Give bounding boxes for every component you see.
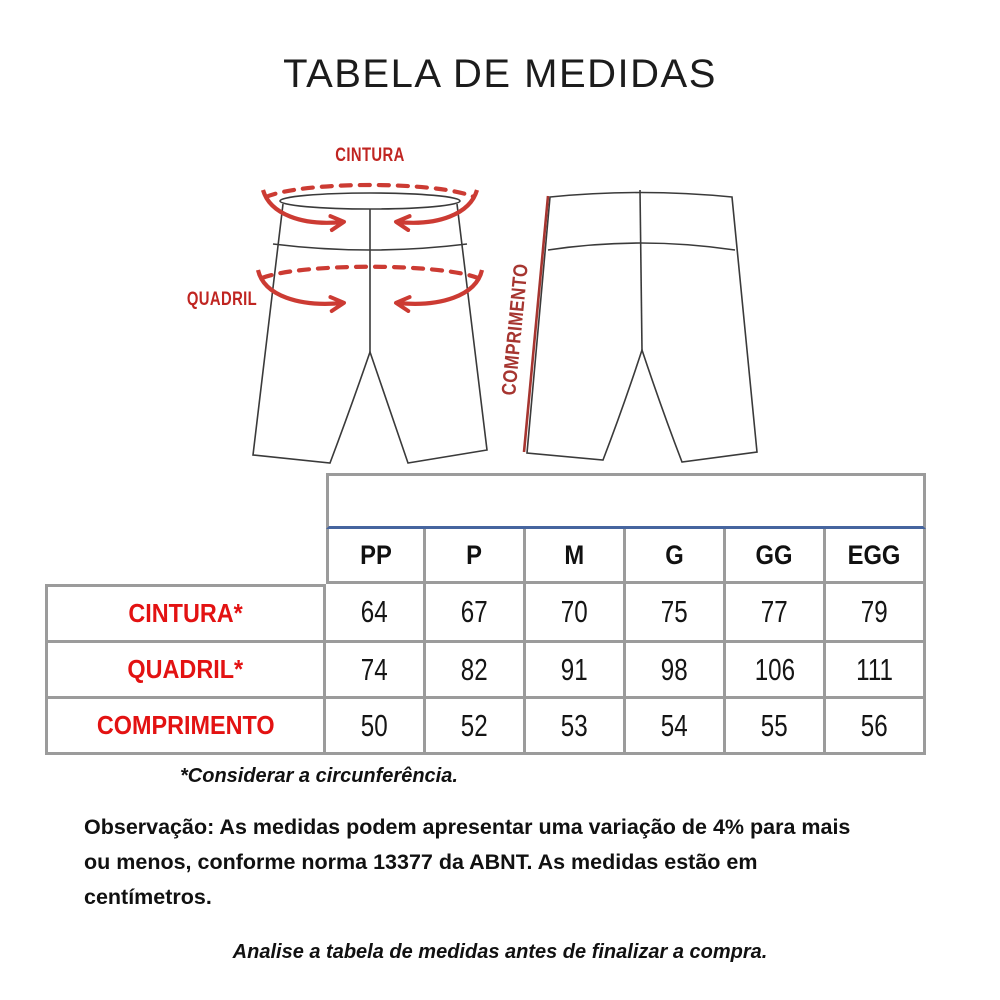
- length-egg: 56: [861, 707, 888, 743]
- row-label-cell: [45, 699, 326, 755]
- length-label: COMPRIMENTO: [498, 262, 533, 397]
- hip-pp: 74: [361, 651, 388, 687]
- observation-line: centímetros.: [84, 885, 212, 909]
- page-title: TABELA DE MEDIDAS: [283, 52, 717, 96]
- table-row-waist: [45, 584, 926, 643]
- value-cell: [826, 584, 926, 643]
- observation-line: ou menos, conforme norma 13377 da ABNT. As medidas estão em: [84, 850, 758, 874]
- waist-m: 70: [561, 594, 588, 629]
- row-label-hip: QUADRIL*: [127, 654, 244, 684]
- value-cell: [726, 584, 826, 643]
- observation-line: Observação: As medidas podem apresentar uma variação de 4% para mais: [84, 815, 851, 839]
- hip-gg: 106: [754, 651, 795, 687]
- value-cell: [526, 584, 626, 643]
- measurements-table: [45, 473, 926, 755]
- circumference-footnote: *Considerar a circunferência.: [180, 765, 458, 787]
- length-gg: 55: [761, 707, 788, 743]
- value-cell: [726, 643, 826, 699]
- value-cell: [426, 699, 526, 755]
- row-label-cell: [45, 643, 326, 699]
- size-cell: [726, 529, 826, 584]
- observation-note: [84, 810, 964, 915]
- back-shorts-outline: [527, 190, 757, 462]
- table-row-length: [45, 699, 926, 755]
- final-advice-note: Analise a tabela de medidas antes de finalizar a compra.: [232, 941, 768, 963]
- hip-label: QUADRIL: [186, 289, 258, 310]
- value-cell: [626, 699, 726, 755]
- waist-dashed-arc: [266, 185, 474, 197]
- waist-label: CINTURA: [335, 145, 405, 166]
- table-title-cell: [326, 473, 926, 529]
- size-cell: [426, 529, 526, 584]
- value-cell: [426, 584, 526, 643]
- value-cell: [826, 643, 926, 699]
- size-cell: [526, 529, 626, 584]
- row-label-waist: CINTURA*: [128, 598, 243, 628]
- table-row-hip: [45, 643, 926, 699]
- waist-egg: 79: [861, 594, 888, 629]
- value-cell: [526, 699, 626, 755]
- value-cell: [626, 643, 726, 699]
- value-cell: [626, 584, 726, 643]
- table-corner-spacer: [45, 473, 326, 529]
- hip-m: 91: [561, 651, 588, 687]
- size-pp: PP: [360, 539, 392, 570]
- row-label-cell: [45, 584, 326, 643]
- back-center-seam: [640, 190, 642, 350]
- hip-g: 98: [661, 651, 688, 687]
- front-shorts-outline: [253, 193, 487, 463]
- value-cell: [526, 643, 626, 699]
- table-sizes-row: [45, 529, 926, 584]
- value-cell: [326, 699, 426, 755]
- waistband-ellipse: [280, 193, 460, 209]
- back-shorts-diagram: [490, 150, 780, 470]
- value-cell: [826, 699, 926, 755]
- length-m: 53: [561, 707, 588, 743]
- size-m: M: [564, 539, 585, 570]
- table-title-row: [45, 473, 926, 529]
- table-title: BERMUDA CICLISTA HELANCA: [417, 485, 835, 516]
- hip-p: 82: [461, 651, 488, 687]
- size-gg: GG: [756, 539, 793, 570]
- waist-gg: 77: [761, 594, 788, 629]
- size-cell: [626, 529, 726, 584]
- size-p: P: [466, 539, 483, 570]
- waist-p: 67: [461, 594, 488, 629]
- size-cell: [826, 529, 926, 584]
- length-pp: 50: [361, 707, 388, 743]
- length-g: 54: [661, 707, 688, 743]
- length-p: 52: [461, 707, 488, 743]
- value-cell: [326, 584, 426, 643]
- hip-egg: 111: [856, 651, 893, 687]
- waist-g: 75: [661, 594, 688, 629]
- table-corner-spacer: [45, 529, 326, 584]
- waist-pp: 64: [361, 594, 388, 629]
- row-label-length: COMPRIMENTO: [96, 710, 275, 740]
- size-g: G: [665, 539, 684, 570]
- size-egg: EGG: [848, 539, 901, 570]
- value-cell: [326, 643, 426, 699]
- size-cell: [326, 529, 426, 584]
- value-cell: [726, 699, 826, 755]
- value-cell: [426, 643, 526, 699]
